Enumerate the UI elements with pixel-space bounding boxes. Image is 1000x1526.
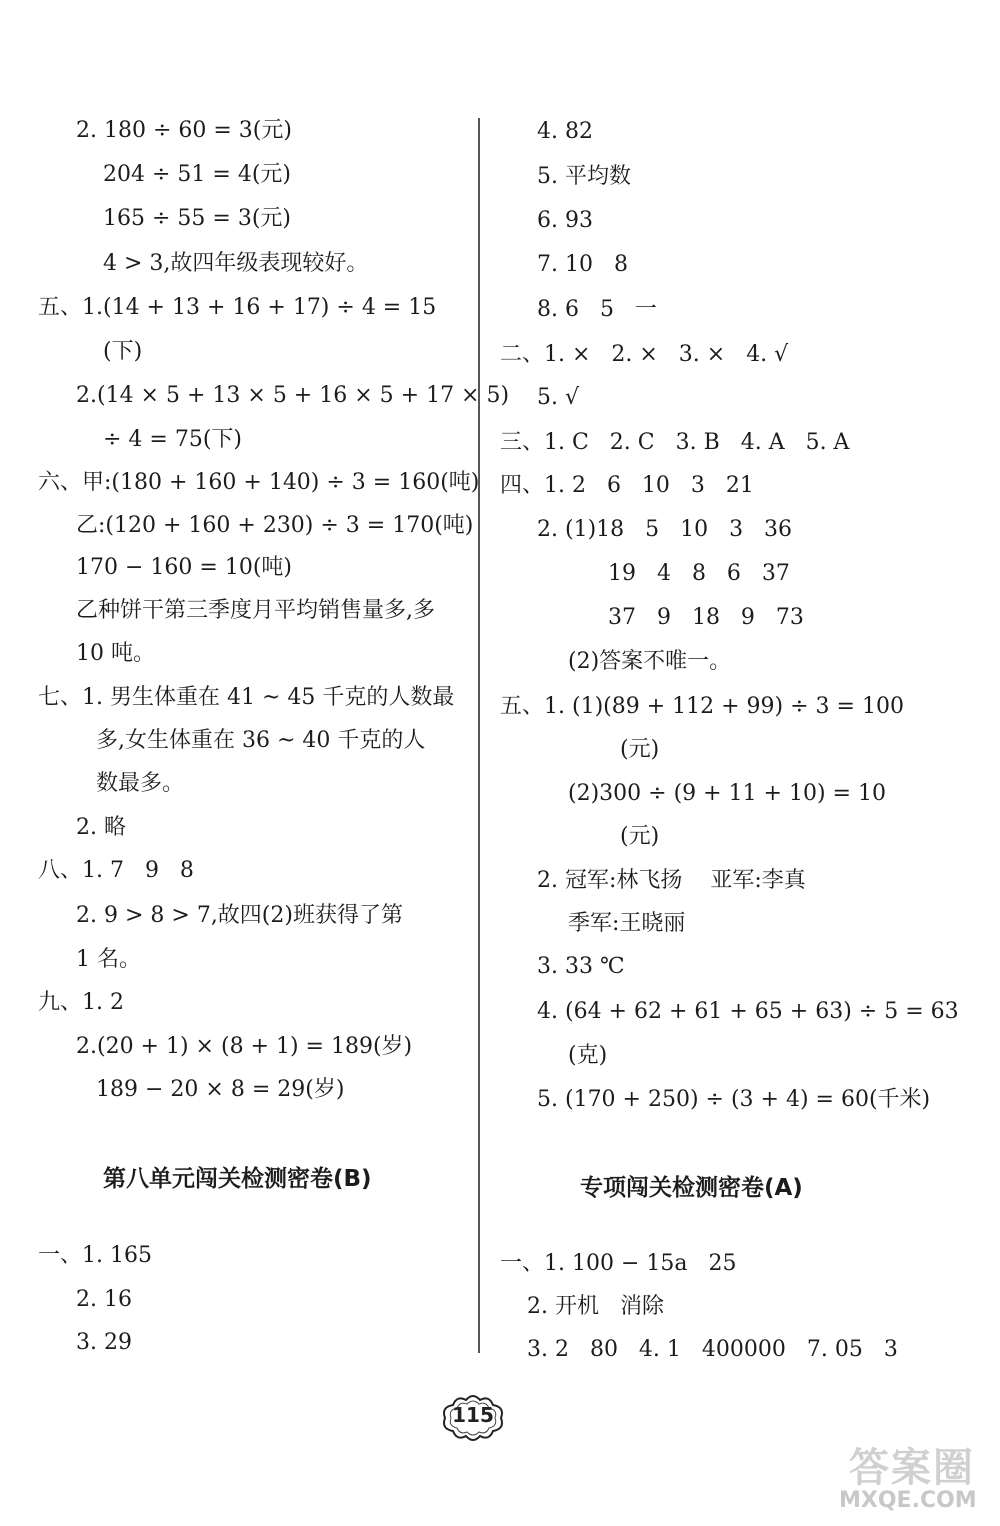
section-heading-left: 第八单元闯关检测密卷(B)	[103, 1166, 372, 1192]
answer-line: 4. (64 + 62 + 61 + 65 + 63) ÷ 5 = 63	[537, 999, 959, 1024]
answer-line: 2.(14 × 5 + 13 × 5 + 16 × 5 + 17 × 5)	[76, 383, 510, 408]
answer-line: (2)300 ÷ (9 + 11 + 10) = 10	[568, 781, 886, 806]
answer-line: (2)答案不唯一。	[568, 649, 732, 674]
answer-line: 七、1. 男生体重在 41 ~ 45 千克的人数最	[38, 685, 455, 710]
answer-line: 5. √	[537, 385, 580, 410]
answer-line: 三、1. C 2. C 3. B 4. A 5. A	[500, 430, 850, 455]
answer-line: 2. 180 ÷ 60 = 3(元)	[76, 118, 292, 143]
answer-line: 5. 平均数	[537, 164, 631, 189]
answer-line: 一、1. 100 − 15a 25	[500, 1251, 737, 1276]
answer-line: 乙:(120 + 160 + 230) ÷ 3 = 170(吨)	[76, 513, 474, 538]
watermark-top-text: 答案圈	[849, 1445, 975, 1491]
answer-line: 2. 16	[76, 1287, 132, 1312]
column-divider	[478, 118, 480, 1353]
answer-line: 一、1. 165	[38, 1243, 152, 1268]
answer-line: 多,女生体重在 36 ~ 40 千克的人	[96, 728, 426, 753]
answer-line: 5. (170 + 250) ÷ (3 + 4) = 60(千米)	[537, 1087, 931, 1112]
page-number: 115	[452, 1403, 494, 1427]
answer-line: 五、1.(14 + 13 + 16 + 17) ÷ 4 = 15	[38, 295, 437, 320]
answer-line: 170 − 160 = 10(吨)	[76, 555, 292, 580]
answer-line: 1 名。	[76, 947, 141, 972]
answer-line: 2. 9 > 8 > 7,故四(2)班获得了第	[76, 903, 403, 928]
answer-line: 3. 33 ℃	[537, 954, 625, 979]
answer-line: 二、1. × 2. × 3. × 4. √	[500, 342, 789, 367]
answer-line: 2. (1)18 5 10 3 36	[537, 517, 793, 542]
answer-line: 2. 开机 消除	[527, 1294, 664, 1319]
answer-line: 19 4 8 6 37	[608, 561, 790, 586]
answer-line: 八、1. 7 9 8	[38, 858, 194, 883]
answer-line: 8. 6 5 一	[537, 297, 657, 322]
answer-line: 乙种饼干第三季度月平均销售量多,多	[76, 598, 435, 623]
answer-line: 189 − 20 × 8 = 29(岁)	[96, 1077, 345, 1102]
answer-line: (克)	[568, 1043, 608, 1068]
answer-line: 五、1. (1)(89 + 112 + 99) ÷ 3 = 100	[500, 694, 904, 719]
answer-line: 2. 略	[76, 815, 126, 840]
answer-line: (下)	[103, 339, 143, 364]
answer-line: (元)	[620, 824, 660, 849]
answer-line: 季军:王晓丽	[568, 911, 686, 936]
answer-line: 九、1. 2	[38, 990, 124, 1015]
answer-line: 204 ÷ 51 = 4(元)	[103, 162, 291, 187]
answer-line: 3. 29	[76, 1330, 132, 1355]
answer-line: 四、1. 2 6 10 3 21	[500, 473, 754, 498]
answer-line: 10 吨。	[76, 641, 155, 666]
answer-line: 4. 82	[537, 119, 593, 144]
answer-line: (元)	[620, 737, 660, 762]
watermark-logo	[835, 1432, 995, 1522]
answer-line: 六、甲:(180 + 160 + 140) ÷ 3 = 160(吨)	[38, 470, 480, 495]
page-number-badge	[439, 1393, 507, 1443]
answer-line: 数最多。	[96, 771, 185, 796]
answer-line: 2. 冠军:林飞扬 亚军:李真	[537, 868, 806, 893]
answer-line: 4 > 3,故四年级表现较好。	[103, 251, 369, 276]
answer-line: 37 9 18 9 73	[608, 605, 804, 630]
watermark-bottom-text: MXQE.COM	[839, 1488, 977, 1513]
answer-line: 3. 2 80 4. 1 400000 7. 05 3	[527, 1337, 898, 1362]
answer-line: 6. 93	[537, 208, 593, 233]
answer-line: ÷ 4 = 75(下)	[103, 427, 243, 452]
section-heading-right: 专项闯关检测密卷(A)	[580, 1175, 803, 1201]
answer-line: 7. 10 8	[537, 252, 628, 277]
answer-line: 2.(20 + 1) × (8 + 1) = 189(岁)	[76, 1034, 413, 1059]
answer-line: 165 ÷ 55 = 3(元)	[103, 206, 291, 231]
